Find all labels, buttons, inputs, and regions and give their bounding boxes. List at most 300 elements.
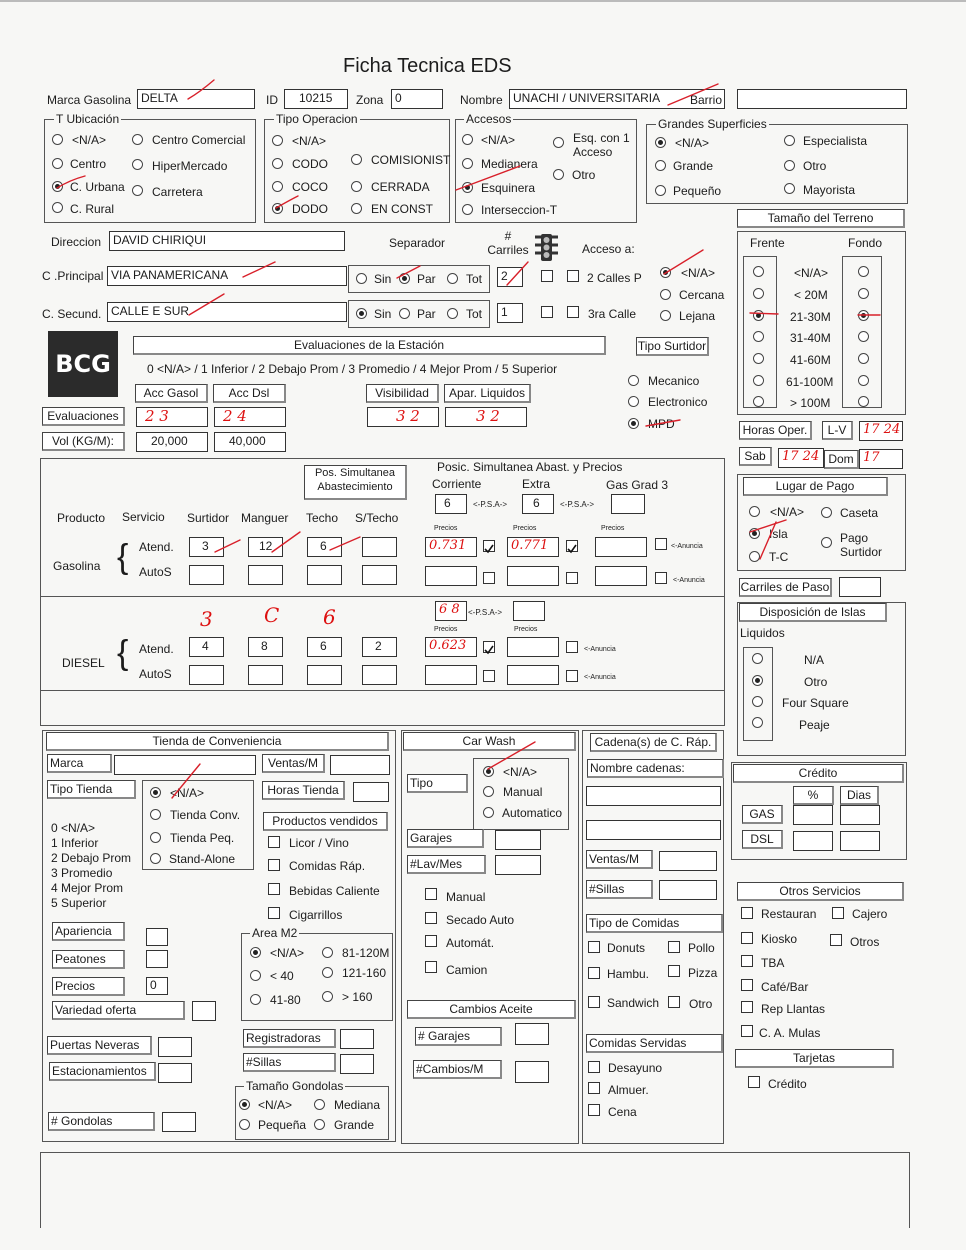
form-title: Ficha Tecnica EDS [343, 55, 512, 77]
gondolas-pequena-radio[interactable] [239, 1119, 250, 1130]
vol-gasol-field[interactable] [136, 432, 208, 452]
tienda-scale-0: 0 <N/A> [51, 821, 96, 835]
gasolina-anuncia-extra-check[interactable] [566, 540, 578, 552]
ubicacion-centro-radio[interactable] [52, 158, 63, 169]
accesos-esq1-radio[interactable] [553, 137, 564, 148]
num-gondolas-label: # Gondolas [48, 1112, 155, 1131]
surtidor-mpd-radio[interactable] [628, 418, 639, 429]
operacion-enconst-radio[interactable] [351, 203, 362, 214]
diesel-atend-techo[interactable] [307, 637, 342, 657]
gasolina-autos-label: AutoS [139, 565, 172, 579]
credito-pct-label: % [793, 786, 834, 805]
comida-pizza-check[interactable] [668, 965, 680, 977]
col-servicio: Servicio [122, 510, 165, 524]
ubicacion-cc-label: Centro Comercial [152, 133, 246, 147]
id-value: 10215 [299, 91, 333, 105]
superficies-title: Grandes Superficies [658, 117, 767, 131]
otros-servicios-title: Otros Servicios [737, 882, 904, 901]
tienda-tipo-conv-radio[interactable] [150, 809, 161, 820]
car-wash-automat-label: Automát. [446, 936, 495, 950]
area-41-80-label: 41-80 [270, 993, 301, 1007]
frente-61-100-radio[interactable] [753, 375, 764, 386]
secund-carriles-check[interactable] [541, 306, 553, 318]
area-121-160-radio[interactable] [322, 967, 333, 978]
diesel-precio[interactable] [425, 637, 477, 657]
gasolina-precio-grad3[interactable] [595, 537, 647, 557]
superficies-otro-radio[interactable] [784, 160, 795, 171]
extra-value: 6 [533, 496, 540, 510]
servicio-restauran-check[interactable] [741, 907, 753, 919]
col-techo: Techo [306, 511, 339, 525]
secund-carriles-value: 1 [501, 305, 508, 319]
ubicacion-urbana-label: C. Urbana [70, 180, 125, 194]
vol-dsl-field[interactable] [214, 432, 286, 452]
car-wash-manual-radio[interactable] [483, 786, 494, 797]
area-121-160-label: 121-160 [342, 966, 387, 980]
diesel-autos-stecho[interactable] [362, 665, 397, 685]
apariencia-label: Apariencia [52, 922, 125, 941]
diesel-techo-value: 6 [320, 639, 327, 653]
pago-tc-radio[interactable] [749, 551, 760, 562]
extra-label: Extra [522, 477, 551, 491]
terreno-61-100-label: 61-100M [786, 375, 834, 389]
aceite-garajes-field[interactable] [515, 1023, 549, 1045]
diesel-autos-techo[interactable] [307, 665, 342, 685]
gasolina-precio-corriente-value: 0.731 [429, 538, 467, 553]
principal-field[interactable] [107, 266, 347, 286]
acceso-lejana-radio[interactable] [660, 310, 671, 321]
frente-na-radio[interactable] [753, 266, 764, 277]
pago-caseta-radio[interactable] [821, 507, 832, 518]
servicio-kiosko-check[interactable] [741, 932, 753, 944]
area-81-120-radio[interactable] [322, 947, 333, 958]
corriente-label: Corriente [432, 477, 482, 491]
lv-value: 17 24 [863, 422, 901, 437]
ubicacion-carretera-radio[interactable] [132, 185, 143, 196]
operacion-na-radio[interactable] [272, 135, 283, 146]
car-wash-na-radio[interactable] [483, 766, 494, 777]
nombre-cadenas-field-2[interactable] [586, 820, 721, 840]
tienda-tipo-peq-label: Tienda Peq. [170, 831, 235, 845]
num-gondolas-field[interactable] [162, 1112, 196, 1132]
disposicion-na-radio[interactable] [752, 653, 763, 664]
pago-na-radio[interactable] [749, 506, 760, 517]
diesel-psa-field-2[interactable] [513, 601, 545, 621]
secund-par-label: Par [417, 307, 436, 321]
principal-2calles-check[interactable] [567, 270, 579, 282]
diesel-atend-stecho[interactable] [362, 637, 397, 657]
car-wash-secado-check[interactable] [425, 912, 437, 924]
tienda-sillas-field[interactable] [340, 1054, 374, 1074]
diesel-atend-manguer[interactable] [248, 637, 283, 657]
servicio-tba-check[interactable] [741, 955, 753, 967]
accesos-otro-radio[interactable] [553, 169, 564, 180]
car-wash-manual-check[interactable] [425, 888, 437, 900]
car-wash-automat-check[interactable] [425, 935, 437, 947]
secund-tot-radio[interactable] [447, 308, 458, 319]
sab-value: 17 24 [782, 449, 820, 464]
gasolina-autos-anuncia-grad3[interactable] [655, 572, 667, 584]
diesel-autos-precio[interactable] [425, 665, 477, 685]
operacion-dodo-radio[interactable] [272, 203, 283, 214]
sab-label: Sab [739, 447, 772, 466]
secund-field[interactable] [107, 302, 347, 322]
area-na-radio[interactable] [250, 947, 261, 958]
ubicacion-centro-label: Centro [70, 157, 107, 171]
fondo-lt20-radio[interactable] [858, 288, 869, 299]
visibilidad-eval-field[interactable] [367, 407, 439, 427]
gas-grad-field[interactable] [611, 494, 645, 514]
credito-dsl-pct-field[interactable] [793, 831, 833, 851]
frente-gt100-radio[interactable] [753, 396, 764, 407]
fondo-na-radio[interactable] [858, 266, 869, 277]
ubicacion-cc-radio[interactable] [132, 134, 143, 145]
ubicacion-hiper-radio[interactable] [132, 159, 143, 170]
principal-carriles-check[interactable] [541, 270, 553, 282]
disposicion-foursquare-radio[interactable] [752, 696, 763, 707]
superficies-na-label: <N/A> [675, 136, 710, 150]
comida-sandwich-check[interactable] [588, 996, 600, 1008]
fondo-41-60-radio[interactable] [858, 353, 869, 364]
corriente-field[interactable] [435, 494, 467, 514]
servida-desayuno-check[interactable] [588, 1061, 600, 1073]
comida-hambu-check[interactable] [588, 967, 600, 979]
secund-3ra-check[interactable] [567, 306, 579, 318]
diesel-precios-label-1: Precios [434, 626, 458, 633]
accesos-na-label: <N/A> [481, 133, 516, 147]
principal-2calles-label: 2 Calles P [587, 271, 642, 285]
comida-otro-label: Otro [689, 997, 713, 1011]
tienda-tipo-peq-radio[interactable] [150, 832, 161, 843]
frente-41-60-radio[interactable] [753, 353, 764, 364]
gasolina-autos-anuncia-corriente[interactable] [483, 572, 495, 584]
operacion-coco-radio[interactable] [272, 181, 283, 192]
tarjetas-title: Tarjetas [735, 1049, 894, 1068]
check-mark-icon [567, 544, 577, 554]
gasolina-atend-stecho[interactable] [362, 537, 397, 557]
accesos-medianera-radio[interactable] [462, 158, 473, 169]
acc-gasol-eval-field[interactable] [136, 407, 208, 427]
apar-eval-field[interactable] [445, 407, 527, 427]
frente-label: Frente [750, 236, 785, 250]
cambios-m-field[interactable] [515, 1061, 549, 1083]
tienda-marca-field[interactable] [114, 755, 256, 775]
terreno-21-30-label: 21-30M [790, 310, 831, 324]
operacion-codo-radio[interactable] [272, 158, 283, 169]
diesel-anuncia-check[interactable] [483, 641, 495, 653]
comida-donuts-check[interactable] [588, 941, 600, 953]
car-wash-garajes-label: Garajes [407, 829, 484, 848]
acc-gasol-eval-value: 2 3 [145, 407, 169, 425]
credito-dias-label: Dias [840, 786, 879, 805]
gasolina-anuncia-corriente-check[interactable] [483, 540, 495, 552]
secund-par-radio[interactable] [399, 308, 410, 319]
operacion-comisionist-radio[interactable] [351, 154, 362, 165]
principal-carriles-field[interactable] [497, 267, 523, 287]
disposicion-peaje-radio[interactable] [752, 717, 763, 728]
producto-comidas-check[interactable] [268, 859, 280, 871]
accesos-interseccion-radio[interactable] [462, 204, 473, 215]
secund-sin-radio[interactable] [356, 308, 367, 319]
frente-lt20-radio[interactable] [753, 288, 764, 299]
producto-cigarrillos-label: Cigarrillos [289, 908, 343, 922]
operacion-cerrada-label: CERRADA [371, 180, 430, 194]
direccion-field[interactable] [109, 231, 345, 251]
tarjetas-credito-check[interactable] [748, 1076, 760, 1088]
evaluaciones-scale: 0 <N/A> / 1 Inferior / 2 Debajo Prom / 3 Promedio / 4 Mejor Prom / 5 Superior [147, 362, 558, 376]
superficies-na-radio[interactable] [655, 137, 666, 148]
principal-par-radio[interactable] [399, 273, 410, 284]
tienda-tipo-conv-label: Tienda Conv. [170, 808, 241, 822]
diesel-anuncia-check-2[interactable] [566, 641, 578, 653]
tipo-tienda-label: Tipo Tienda [47, 780, 136, 799]
gasolina-atend-surtidor[interactable] [189, 537, 224, 557]
servida-cena-check[interactable] [588, 1104, 600, 1116]
acc-dsl-label: Acc Dsl [213, 384, 286, 403]
cadena-sillas-field[interactable] [659, 880, 717, 900]
zona-value: 0 [395, 91, 402, 105]
tienda-tipo-na-radio[interactable] [150, 787, 161, 798]
pago-surtidor-radio[interactable] [821, 537, 832, 548]
superficies-mayorista-label: Mayorista [803, 183, 856, 197]
peatones-field[interactable] [146, 950, 168, 968]
producto-cigarrillos-check[interactable] [268, 907, 280, 919]
nombre-cadenas-field-1[interactable] [586, 786, 721, 806]
cadena-title: Cadena(s) de C. Ráp. [590, 733, 717, 752]
barrio-field[interactable] [737, 89, 907, 109]
gasolina-autos-techo[interactable] [307, 565, 342, 585]
lv-label: L-V [822, 421, 853, 440]
ubicacion-rural-label: C. Rural [70, 202, 115, 216]
pago-tc-label: T-C [769, 550, 789, 564]
gasolina-atend-manguer[interactable] [248, 537, 283, 557]
area-na-label: <N/A> [270, 946, 305, 960]
diesel-psa-field[interactable] [435, 601, 467, 621]
dom-field[interactable] [859, 449, 903, 469]
credito-gas-dias-field[interactable] [840, 805, 880, 825]
gondolas-na-radio[interactable] [239, 1099, 250, 1110]
credito-gas-pct-field[interactable] [793, 805, 833, 825]
tienda-tipo-stand-label: Stand-Alone [169, 852, 236, 866]
gasolina-brace: { [117, 538, 129, 576]
gasolina-autos-precio-extra[interactable] [507, 566, 559, 586]
id-label: ID [266, 93, 278, 107]
ubicacion-carretera-label: Carretera [152, 185, 203, 199]
area-gt160-radio[interactable] [322, 991, 333, 1002]
fondo-61-100-radio[interactable] [858, 375, 869, 386]
acc-dsl-eval-field[interactable] [214, 407, 286, 427]
registradoras-field[interactable] [340, 1029, 374, 1049]
frente-21-30-radio[interactable] [753, 310, 764, 321]
traffic-light-icon [533, 233, 559, 263]
id-field[interactable] [284, 89, 348, 109]
accesos-esquinera-radio[interactable] [462, 182, 473, 193]
operacion-comisionist-label: COMISIONIST [371, 153, 451, 167]
vol-label: Vol (KG/M): [42, 432, 125, 451]
comida-donuts-label: Donuts [607, 941, 646, 955]
acceso-na-label: <N/A> [681, 266, 716, 280]
tienda-ventas-field[interactable] [330, 755, 390, 775]
cambios-m-label: #Cambios/M [413, 1060, 502, 1079]
acceso-na-radio[interactable] [660, 267, 671, 278]
superficies-otro-label: Otro [803, 159, 827, 173]
fondo-31-40-radio[interactable] [858, 331, 869, 342]
producto-licor-check[interactable] [268, 836, 280, 848]
accesos-medianera-label: Medianera [481, 157, 538, 171]
gasolina-precio-extra[interactable] [507, 537, 559, 557]
gasolina-atend-techo[interactable] [307, 537, 342, 557]
cadena-ventas-field[interactable] [659, 851, 717, 871]
precios-label-3: Precios [601, 525, 625, 532]
acceso-cercana-radio[interactable] [660, 289, 671, 300]
car-wash-manual-service: Manual [446, 890, 486, 904]
scan-edge [0, 0, 966, 2]
gasolina-autos-anuncia-extra[interactable] [566, 572, 578, 584]
gasolina-autos-precio-corriente[interactable] [425, 566, 477, 586]
direccion-label: Direccion [51, 235, 102, 249]
diesel-atend-surtidor[interactable] [189, 637, 224, 657]
accesos-esquinera-label: Esquinera [481, 181, 536, 195]
operacion-dodo-label: DODO [292, 202, 328, 216]
gasolina-autos-anuncia-label: <-Anuncia [673, 577, 705, 584]
disposicion-na-label: N/A [804, 653, 825, 667]
estacionamientos-field[interactable] [158, 1063, 192, 1083]
carriles-label: # Carriles [487, 229, 529, 257]
principal-value: VIA PANAMERICANA [111, 268, 229, 282]
pago-isla-radio[interactable] [749, 528, 760, 539]
diesel-manguer-value: 8 [261, 639, 268, 653]
diesel-autos-anuncia[interactable] [483, 670, 495, 682]
gasolina-autos-stecho[interactable] [362, 565, 397, 585]
gondolas-mediana-radio[interactable] [314, 1099, 325, 1110]
diesel-atend-label: Atend. [139, 642, 174, 656]
bcg-logo: BCG [48, 331, 118, 397]
diesel-surtidor-value: 4 [202, 639, 209, 653]
car-wash-garajes-field[interactable] [495, 830, 541, 850]
surtidor-electronico-radio[interactable] [628, 396, 639, 407]
disposicion-otro-radio[interactable] [752, 675, 763, 686]
servicio-cafe-check[interactable] [741, 979, 753, 991]
servicio-mulas-check[interactable] [741, 1025, 753, 1037]
gasolina-anuncia-grad3-check[interactable] [655, 538, 667, 550]
superficies-pequeno-radio[interactable] [655, 185, 666, 196]
visibilidad-label: Visibilidad [366, 384, 439, 403]
gondolas-grande-radio[interactable] [314, 1119, 325, 1130]
servida-almuer-check[interactable] [588, 1082, 600, 1094]
precios-tienda-field[interactable] [146, 977, 168, 995]
col-stecho: S/Techo [355, 511, 399, 525]
posic-title: Posic. Simultanea Abast. y Precios [437, 460, 623, 474]
servicio-llantas-check[interactable] [741, 1001, 753, 1013]
puertas-neveras-field[interactable] [158, 1037, 192, 1057]
gasolina-anuncia-label: <-Anuncia [671, 543, 703, 550]
acceso-label: Acceso a: [582, 242, 635, 256]
producto-bebidas-check[interactable] [268, 883, 280, 895]
servicio-otros-check[interactable] [830, 934, 842, 946]
estacionamientos-label: Estacionamientos [49, 1062, 156, 1081]
comida-sandwich-label: Sandwich [607, 996, 660, 1010]
comida-pollo-label: Pollo [688, 941, 715, 955]
principal-tot-radio[interactable] [447, 273, 458, 284]
pago-caseta-label: Caseta [840, 506, 879, 520]
credito-dsl-dias-field[interactable] [840, 831, 880, 851]
carriles-paso-label: Carriles de Paso [739, 578, 832, 597]
terreno-31-40-label: 31-40M [790, 331, 831, 345]
diesel-autos-precio-2[interactable] [507, 665, 559, 685]
gasolina-autos-precio-grad3[interactable] [595, 566, 647, 586]
gasolina-label: Gasolina [53, 559, 101, 573]
ubicacion-na-radio[interactable] [52, 134, 63, 145]
car-wash-na-label: <N/A> [503, 765, 538, 779]
superficies-pequeno-label: Pequeño [673, 184, 722, 198]
diesel-precio-2[interactable] [507, 637, 559, 657]
car-wash-camion-check[interactable] [425, 961, 437, 973]
tienda-tipo-stand-radio[interactable] [150, 853, 161, 864]
frente-31-40-radio[interactable] [753, 331, 764, 342]
disposicion-otro-label: Otro [804, 675, 828, 689]
diesel-autos-manguer[interactable] [248, 665, 283, 685]
lv-field[interactable] [859, 421, 903, 441]
car-wash-lav-field[interactable] [495, 855, 541, 875]
notes-top-line [40, 1152, 910, 1153]
superficies-especialista-radio[interactable] [784, 135, 795, 146]
superficies-mayorista-radio[interactable] [784, 183, 795, 194]
marca-field[interactable] [137, 89, 255, 109]
extra-field[interactable] [522, 494, 554, 514]
tienda-scale-2: 2 Debajo Prom [51, 851, 132, 865]
col-surtidor: Surtidor [187, 511, 230, 525]
horas-tienda-field[interactable] [353, 782, 389, 802]
gasolina-autos-surtidor[interactable] [189, 565, 224, 585]
comida-pollo-check[interactable] [668, 941, 680, 953]
zona-field[interactable] [391, 89, 443, 109]
area-41-80-radio[interactable] [250, 994, 261, 1005]
fondo-gt100-radio[interactable] [858, 396, 869, 407]
operacion-cerrada-radio[interactable] [351, 181, 362, 192]
ubicacion-rural-radio[interactable] [52, 202, 63, 213]
pago-surtidor-label: Pago Surtidor [840, 531, 883, 559]
visibilidad-eval-value: 3 2 [396, 407, 420, 425]
variedad-field[interactable] [192, 1001, 216, 1021]
ubicacion-urbana-radio[interactable] [52, 181, 63, 192]
surtidor-mecanico-radio[interactable] [628, 375, 639, 386]
comida-otro-check[interactable] [668, 996, 680, 1008]
diesel-autos-surtidor[interactable] [189, 665, 224, 685]
gasolina-autos-manguer[interactable] [248, 565, 283, 585]
carriles-paso-field[interactable] [839, 577, 881, 597]
area-lt40-radio[interactable] [250, 970, 261, 981]
sab-field[interactable] [778, 448, 824, 468]
accesos-na-radio[interactable] [462, 134, 473, 145]
servicio-restauran-label: Restauran [761, 907, 817, 921]
principal-sin-radio[interactable] [356, 273, 367, 284]
fondo-21-30-radio[interactable] [858, 310, 869, 321]
accesos-otro-label: Otro [572, 168, 596, 182]
secund-carriles-field[interactable] [497, 303, 523, 323]
car-wash-auto-radio[interactable] [483, 807, 494, 818]
gas-grad-label: Gas Grad 3 [606, 478, 669, 492]
tienda-marca-label: Marca [47, 754, 112, 773]
notes-left-line [40, 1152, 41, 1228]
precios-label-1: Precios [434, 525, 458, 532]
gasolina-precio-corriente[interactable] [425, 537, 477, 557]
apariencia-field[interactable] [146, 928, 168, 946]
acc-dsl-eval-value: 2 4 [223, 407, 247, 425]
diesel-autos-anuncia-2[interactable] [566, 670, 578, 682]
servicio-cajero-check[interactable] [832, 907, 844, 919]
superficies-grande-radio[interactable] [655, 160, 666, 171]
cadena-sillas-label: #Sillas [586, 880, 653, 899]
